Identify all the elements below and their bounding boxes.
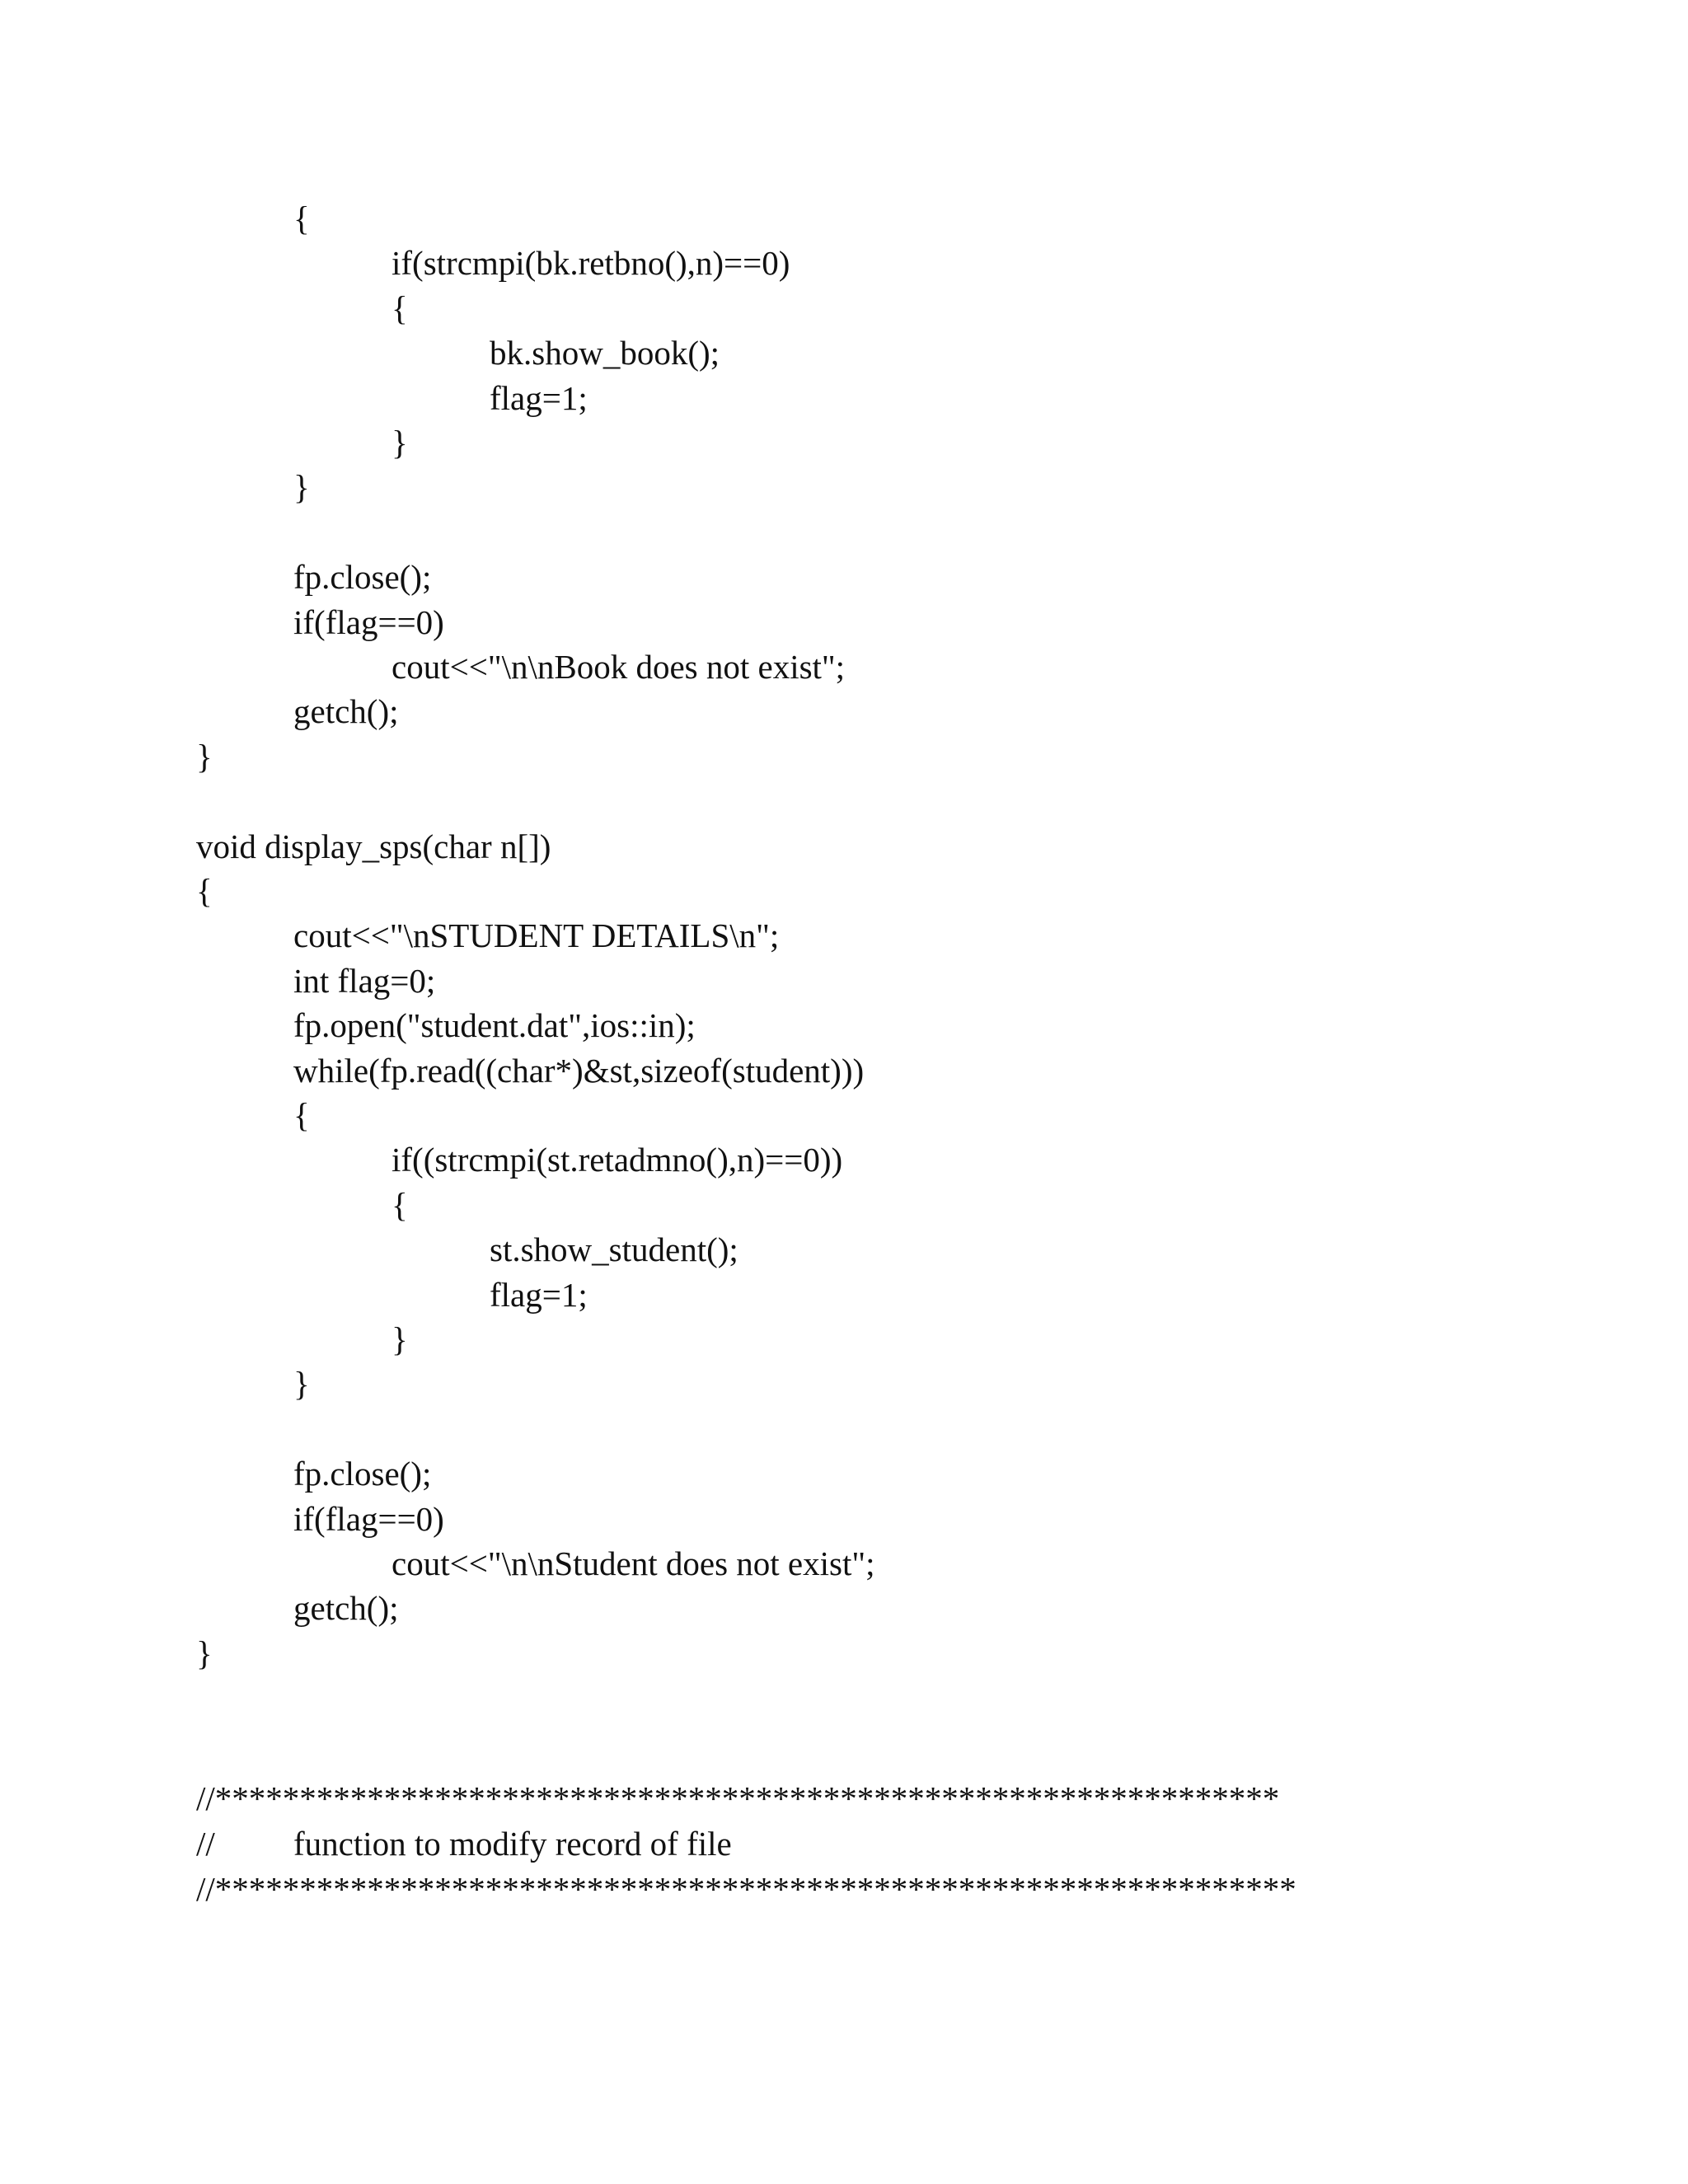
comment-text: function to modify record of file xyxy=(293,1825,732,1863)
code-line: flag=1; xyxy=(490,1276,588,1314)
comment-prefix: // xyxy=(196,1825,215,1863)
code-line: fp.close(); xyxy=(293,1455,432,1493)
code-line: cout<<"\n\nStudent does not exist"; xyxy=(392,1544,875,1582)
code-line: int flag=0; xyxy=(293,962,436,1000)
code-line: if((strcmpi(st.retadmno(),n)==0)) xyxy=(392,1141,843,1179)
code-line: } xyxy=(196,1634,213,1672)
code-line: } xyxy=(196,738,213,776)
code-line: void display_sps(char n[]) xyxy=(196,827,551,865)
code-line: if(flag==0) xyxy=(293,603,444,641)
code-line: getch(); xyxy=(293,692,399,730)
code-line: fp.open("student.dat",ios::in); xyxy=(293,1006,696,1044)
code-line: if(strcmpi(bk.retbno(),n)==0) xyxy=(392,244,790,282)
code-line: cout<<"\n\nBook does not exist"; xyxy=(392,648,846,686)
code-line: fp.close(); xyxy=(293,558,432,596)
code-line: flag=1; xyxy=(490,379,588,417)
comment-border-top: //*************************************************************** xyxy=(196,1779,1280,1817)
code-line: { xyxy=(392,289,408,327)
code-line: } xyxy=(392,424,408,462)
code-line: while(fp.read((char*)&st,sizeof(student))) xyxy=(293,1052,865,1090)
code-line: { xyxy=(196,872,213,910)
code-line: } xyxy=(293,1365,310,1403)
code-line: } xyxy=(392,1320,408,1358)
code-line: bk.show_book(); xyxy=(490,334,720,372)
code-line: getch(); xyxy=(293,1589,399,1627)
code-line: { xyxy=(293,199,310,237)
code-line: if(flag==0) xyxy=(293,1500,444,1538)
code-line: } xyxy=(293,468,310,506)
code-line: st.show_student(); xyxy=(490,1230,738,1268)
code-line: { xyxy=(293,1096,310,1134)
code-line: { xyxy=(392,1186,408,1224)
code-line: cout<<"\nSTUDENT DETAILS\n"; xyxy=(293,916,780,954)
comment-border-bottom: //**************************************************************** xyxy=(196,1870,1296,1908)
